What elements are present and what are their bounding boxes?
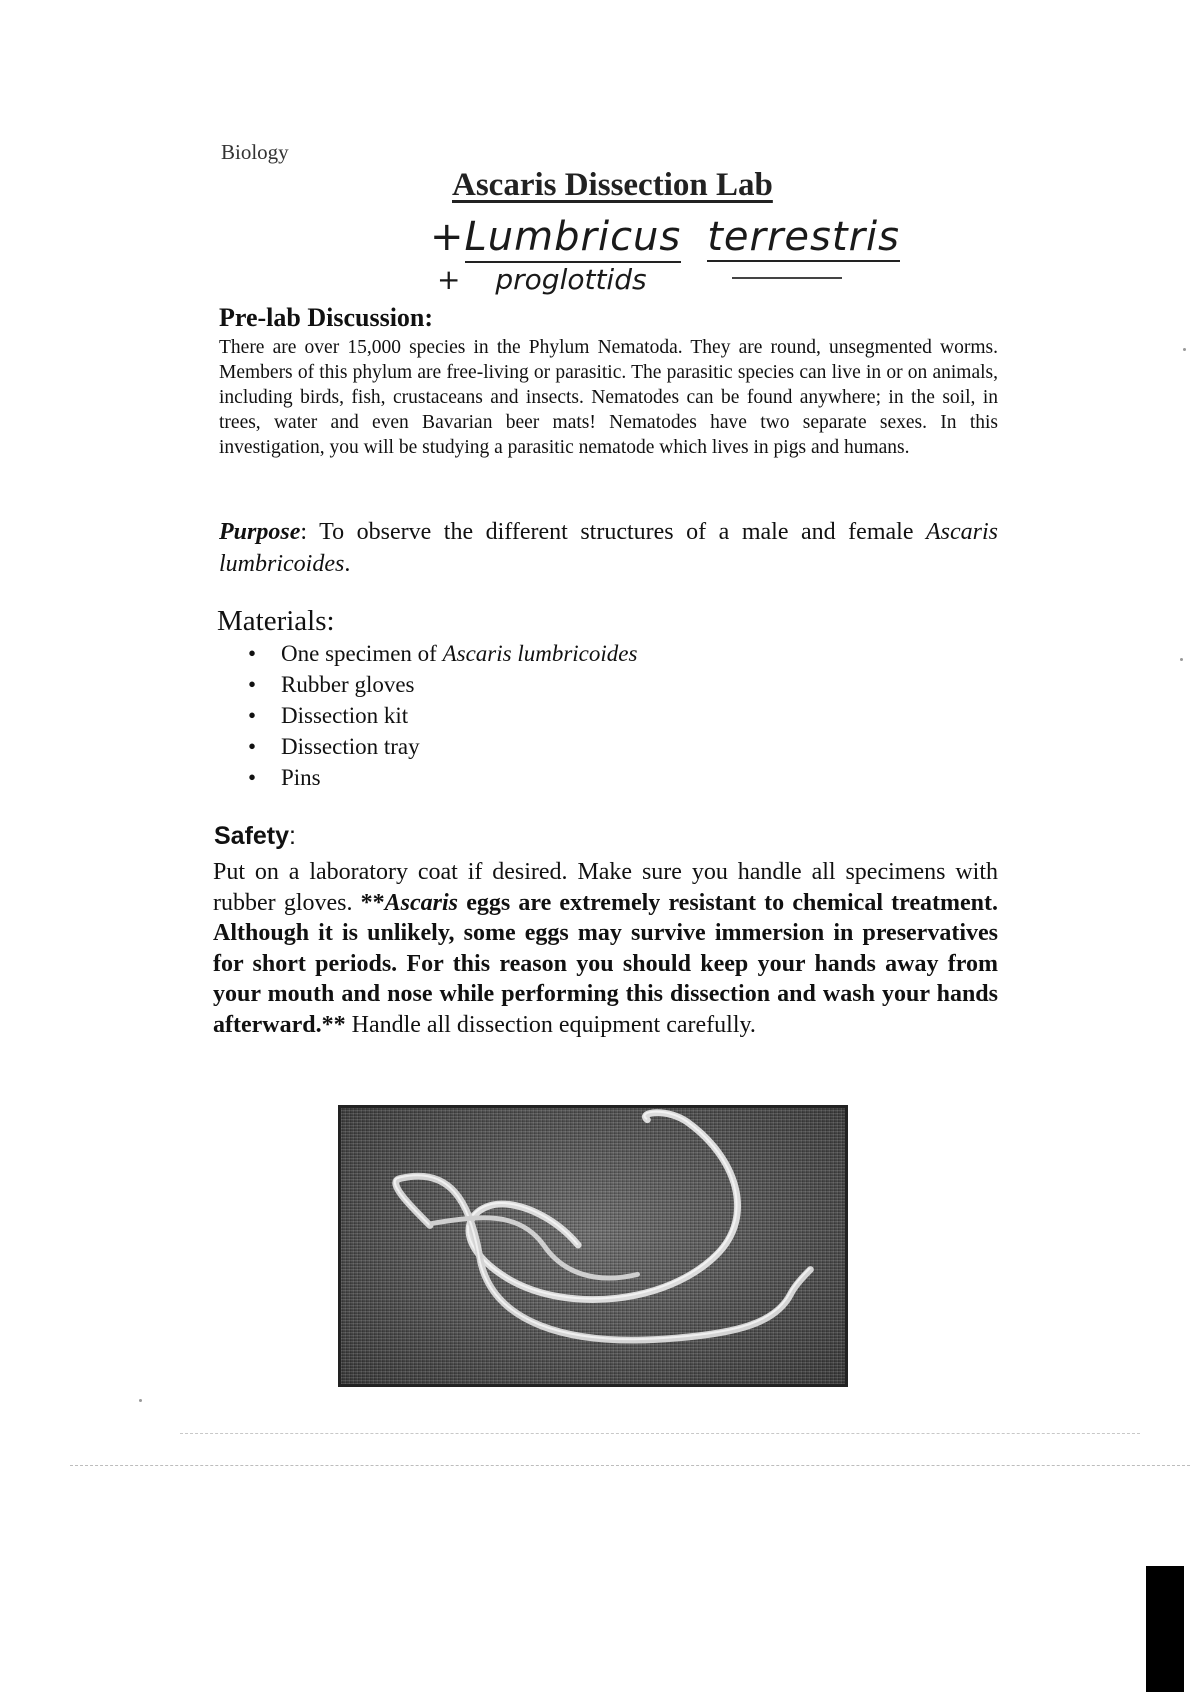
specimen-photo bbox=[338, 1105, 848, 1387]
worm-2 bbox=[396, 1176, 811, 1340]
handwritten-note-line1 bbox=[430, 214, 900, 260]
scan-speck bbox=[1183, 348, 1186, 351]
material-item-text: Pins bbox=[281, 765, 321, 790]
materials-heading-text: Materials bbox=[217, 605, 327, 637]
worm-1 bbox=[469, 1113, 738, 1300]
purpose-label: Purpose bbox=[219, 519, 301, 545]
safety-text-outro: Handle all dissection equipment carefully. bbox=[345, 1011, 756, 1038]
handwritten-plus-2: + bbox=[437, 263, 461, 296]
bullet-icon: • bbox=[248, 641, 257, 666]
handwritten-genus: Lumbricus bbox=[465, 214, 682, 263]
list-item bbox=[248, 669, 637, 700]
purpose-section bbox=[219, 516, 998, 580]
list-item bbox=[248, 700, 637, 731]
prelab-heading: Pre-lab Discussion: bbox=[219, 303, 434, 332]
bullet-icon: • bbox=[248, 672, 257, 697]
purpose-text: : To observe the different structures of a male and female bbox=[300, 519, 926, 545]
materials-colon: : bbox=[326, 605, 335, 637]
safety-text-intro: Put on a laboratory coat if desired. Make sure you handle all specimens with rubber gloves. bbox=[213, 859, 998, 916]
handwritten-note-line2 bbox=[437, 263, 647, 296]
scan-speck bbox=[139, 1399, 142, 1402]
safety-colon: : bbox=[289, 822, 296, 850]
purpose-period: . bbox=[344, 551, 351, 577]
page-title: Ascaris Dissection Lab bbox=[452, 167, 773, 203]
scan-artifact-line bbox=[70, 1465, 1190, 1466]
list-item bbox=[248, 762, 637, 793]
purpose-species: Ascaris lumbricoides bbox=[219, 519, 998, 577]
material-item-species: Ascaris lumbricoides bbox=[442, 641, 638, 666]
bullet-icon: • bbox=[248, 734, 257, 759]
material-item-text: One specimen of bbox=[281, 641, 443, 666]
bullet-icon: • bbox=[248, 765, 257, 790]
safety-warning: eggs are extremely resistant to chemical treatment. Although it is unlikely, some eggs may survive immersion in preservatives for short periods. For this reason you should keep your hands away from your mouth and nose while performing this dissection and wash your hands afterward.** bbox=[213, 889, 999, 1038]
materials-heading bbox=[217, 605, 335, 638]
safety-stars: ** bbox=[360, 889, 385, 916]
material-item-text: Rubber gloves bbox=[281, 672, 415, 697]
worm-illustration bbox=[341, 1108, 845, 1384]
scan-speck bbox=[1180, 658, 1183, 661]
prelab-paragraph: There are over 15,000 species in the Phylum Nematoda. They are round, unsegmented worms. Members of this phylum are free-living or parasitic. The parasitic species can live in or on animals, including birds, fish, crustaceans and insects. Nematodes can be found anywhere; in the soil, in trees, water and even Bavarian beer mats! Nematodes have two separate sexes. In this investigation, you will be studying a parasitic nematode which lives in pigs and humans. bbox=[219, 337, 998, 458]
handwritten-proglottids: proglottids bbox=[495, 263, 647, 296]
bullet-icon: • bbox=[248, 703, 257, 728]
list-item bbox=[248, 638, 637, 669]
subject-label: Biology bbox=[221, 140, 289, 164]
materials-list bbox=[248, 638, 637, 793]
scan-edge-mark bbox=[1146, 1566, 1184, 1692]
handwritten-species: terrestris bbox=[707, 214, 900, 260]
safety-paragraph bbox=[213, 857, 998, 1040]
worm-3 bbox=[432, 1218, 638, 1278]
handwritten-underline bbox=[732, 277, 842, 279]
scan-artifact-line bbox=[180, 1433, 1140, 1434]
material-item-text: Dissection tray bbox=[281, 734, 420, 759]
material-item-text: Dissection kit bbox=[281, 703, 409, 728]
safety-species: Ascaris bbox=[384, 889, 459, 916]
list-item bbox=[248, 731, 637, 762]
safety-heading bbox=[214, 822, 296, 851]
safety-heading-text: Safety bbox=[214, 822, 290, 850]
handwritten-plus: + bbox=[430, 214, 465, 260]
